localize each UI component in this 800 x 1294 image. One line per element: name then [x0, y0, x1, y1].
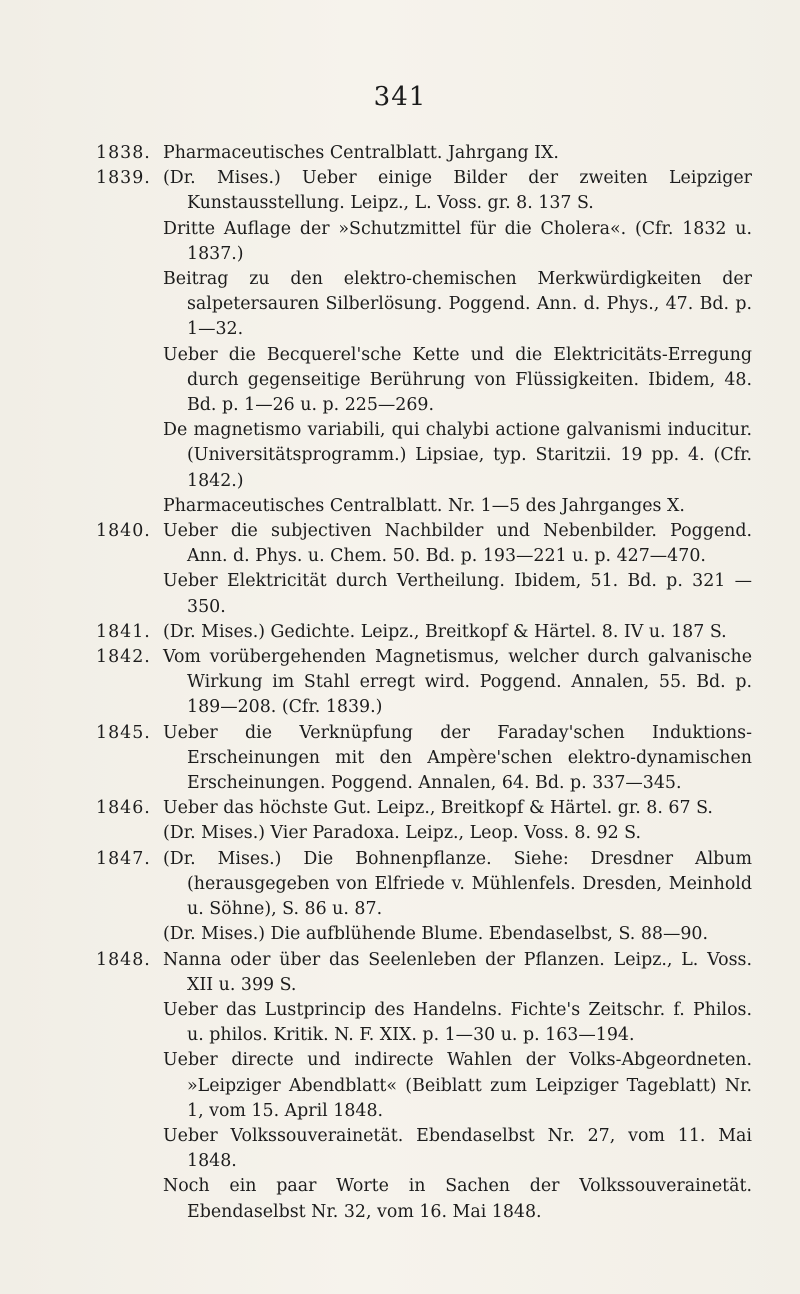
year-label: 1839.: [96, 168, 151, 189]
year-items: [163, 141, 752, 166]
year-label: 1848.: [96, 949, 151, 970]
bibliography-entry: Noch ein paar Worte in Sachen der Volkssouverainetät. Ebendaselbst Nr. 32, vom 16. Mai 1848.: [163, 1176, 752, 1222]
bibliography-entry: Pharmaceutisches Centralblatt. Jahrgang IX.: [163, 143, 559, 163]
bibliography-entry: (Dr. Mises.) Vier Paradoxa. Leipz., Leop. Voss. 8. 92 S.: [163, 823, 642, 844]
year-items: [163, 620, 752, 645]
bibliography-entry: Ueber die Verknüpfung der Faraday'schen Induktions-Erscheinungen mit den Ampère'schen elektro-dynamischen Erscheinungen. Poggend. Annalen, 64. Bd. p. 337—345.: [163, 722, 752, 794]
bibliography-entry: Beitrag zu den elektro-chemischen Merkwürdigkeiten der salpetersauren Silberlösung. Poggend. Ann. d. Phys., 47. Bd. p. 1—32.: [163, 269, 752, 340]
bibliography-entry: (Dr. Mises.) Die Bohnenpflanze. Siehe: Dresdner Album (herausgegeben von Elfriede v. Mühlenfels. Dresden, Meinhold u. Söhne), S. 86 u. 87.: [163, 848, 752, 920]
bibliography-entry: Nanna oder über das Seelenleben der Pflanzen. Leipz., L. Voss. XII u. 399 S.: [163, 949, 752, 995]
page-number: 341: [373, 82, 427, 112]
bibliography-entry: Ueber die Becquerel'sche Kette und die Elektricitäts-Erregung durch gegenseitige Berührung von Flüssigkeiten. Ibidem, 48. Bd. p. 1—26 u. p. 225—269.: [163, 344, 752, 416]
bibliography-entry: Ueber directe und indirecte Wahlen der Volks-Abgeordneten. »Leipziger Abendblatt« (Beiblatt zum Leipziger Tageblatt) Nr. 1, vom 15. April 1848.: [163, 1050, 752, 1121]
bibliography-entry: De magnetismo variabili, qui chalybi actione galvanismi inducitur. (Universitätsprogramm.) Lipsiae, typ. Staritzii. 19 pp. 4. (Cfr. 1842.): [163, 420, 752, 491]
year-items: [163, 166, 752, 519]
year-label: 1842.: [96, 647, 151, 668]
year-block-1841: [96, 620, 752, 645]
bibliography-entry: (Dr. Mises.) Gedichte. Leipz., Breitkopf & Härtel. 8. IV u. 187 S.: [163, 621, 727, 642]
bibliography-entry: Ueber Volkssouverainetät. Ebendaselbst Nr. 27, vom 11. Mai 1848.: [163, 1125, 752, 1172]
year-items: [163, 948, 752, 1225]
year-items: [163, 519, 752, 620]
bibliography-entry: Ueber das Lustprincip des Handelns. Fichte's Zeitschr. f. Philos. u. philos. Kritik. N. F. XIX. p. 1—30 u. p. 163—194.: [163, 999, 752, 1046]
bibliography-entry: Dritte Auflage der »Schutzmittel für die Cholera«. (Cfr. 1832 u. 1837.): [163, 218, 752, 264]
bibliography-entry: (Dr. Mises.) Die aufblühende Blume. Ebendaselbst, S. 88—90.: [163, 924, 709, 945]
year-block-1839: [96, 166, 752, 519]
year-block-1842: [96, 645, 752, 721]
year-label: 1847.: [96, 848, 151, 869]
year-label: 1838.: [96, 143, 151, 163]
year-items: [163, 721, 752, 797]
year-label: 1841.: [96, 621, 151, 642]
year-block-1848: [96, 948, 752, 1225]
bibliography-entry: Ueber die subjectiven Nachbilder und Nebenbilder. Poggend. Ann. d. Phys. u. Chem. 50. Bd. p. 193—221 u. p. 427—470.: [163, 521, 752, 567]
year-block-1840: [96, 519, 752, 620]
bibliography-entry: Pharmaceutisches Centralblatt. Nr. 1—5 des Jahrganges X.: [163, 495, 685, 516]
bibliography-entry: (Dr. Mises.) Ueber einige Bilder der zweiten Leipziger Kunstausstellung. Leipz., L. Voss. gr. 8. 137 S.: [163, 168, 752, 214]
year-block-1847: [96, 847, 752, 948]
bibliography-entry: Ueber das höchste Gut. Leipz., Breitkopf & Härtel. gr. 8. 67 S.: [163, 798, 713, 819]
year-items: [163, 847, 752, 948]
year-block-1838: [96, 141, 752, 166]
bibliography-entry: Ueber Elektricität durch Vertheilung. Ibidem, 51. Bd. p. 321 —350.: [163, 571, 752, 617]
bibliography-list: [96, 141, 752, 1225]
year-label: 1846.: [96, 798, 151, 819]
year-label: 1845.: [96, 722, 151, 743]
bibliography-entry: Vom vorübergehenden Magnetismus, welcher durch galvanische Wirkung im Stahl erregt wird. Poggend. Annalen, 55. Bd. p. 189—208. (Cfr. 1839.): [163, 647, 752, 718]
year-items: [163, 645, 752, 721]
year-items: [163, 796, 752, 846]
year-block-1846: [96, 796, 752, 846]
year-block-1845: [96, 721, 752, 797]
year-label: 1840.: [96, 521, 151, 542]
